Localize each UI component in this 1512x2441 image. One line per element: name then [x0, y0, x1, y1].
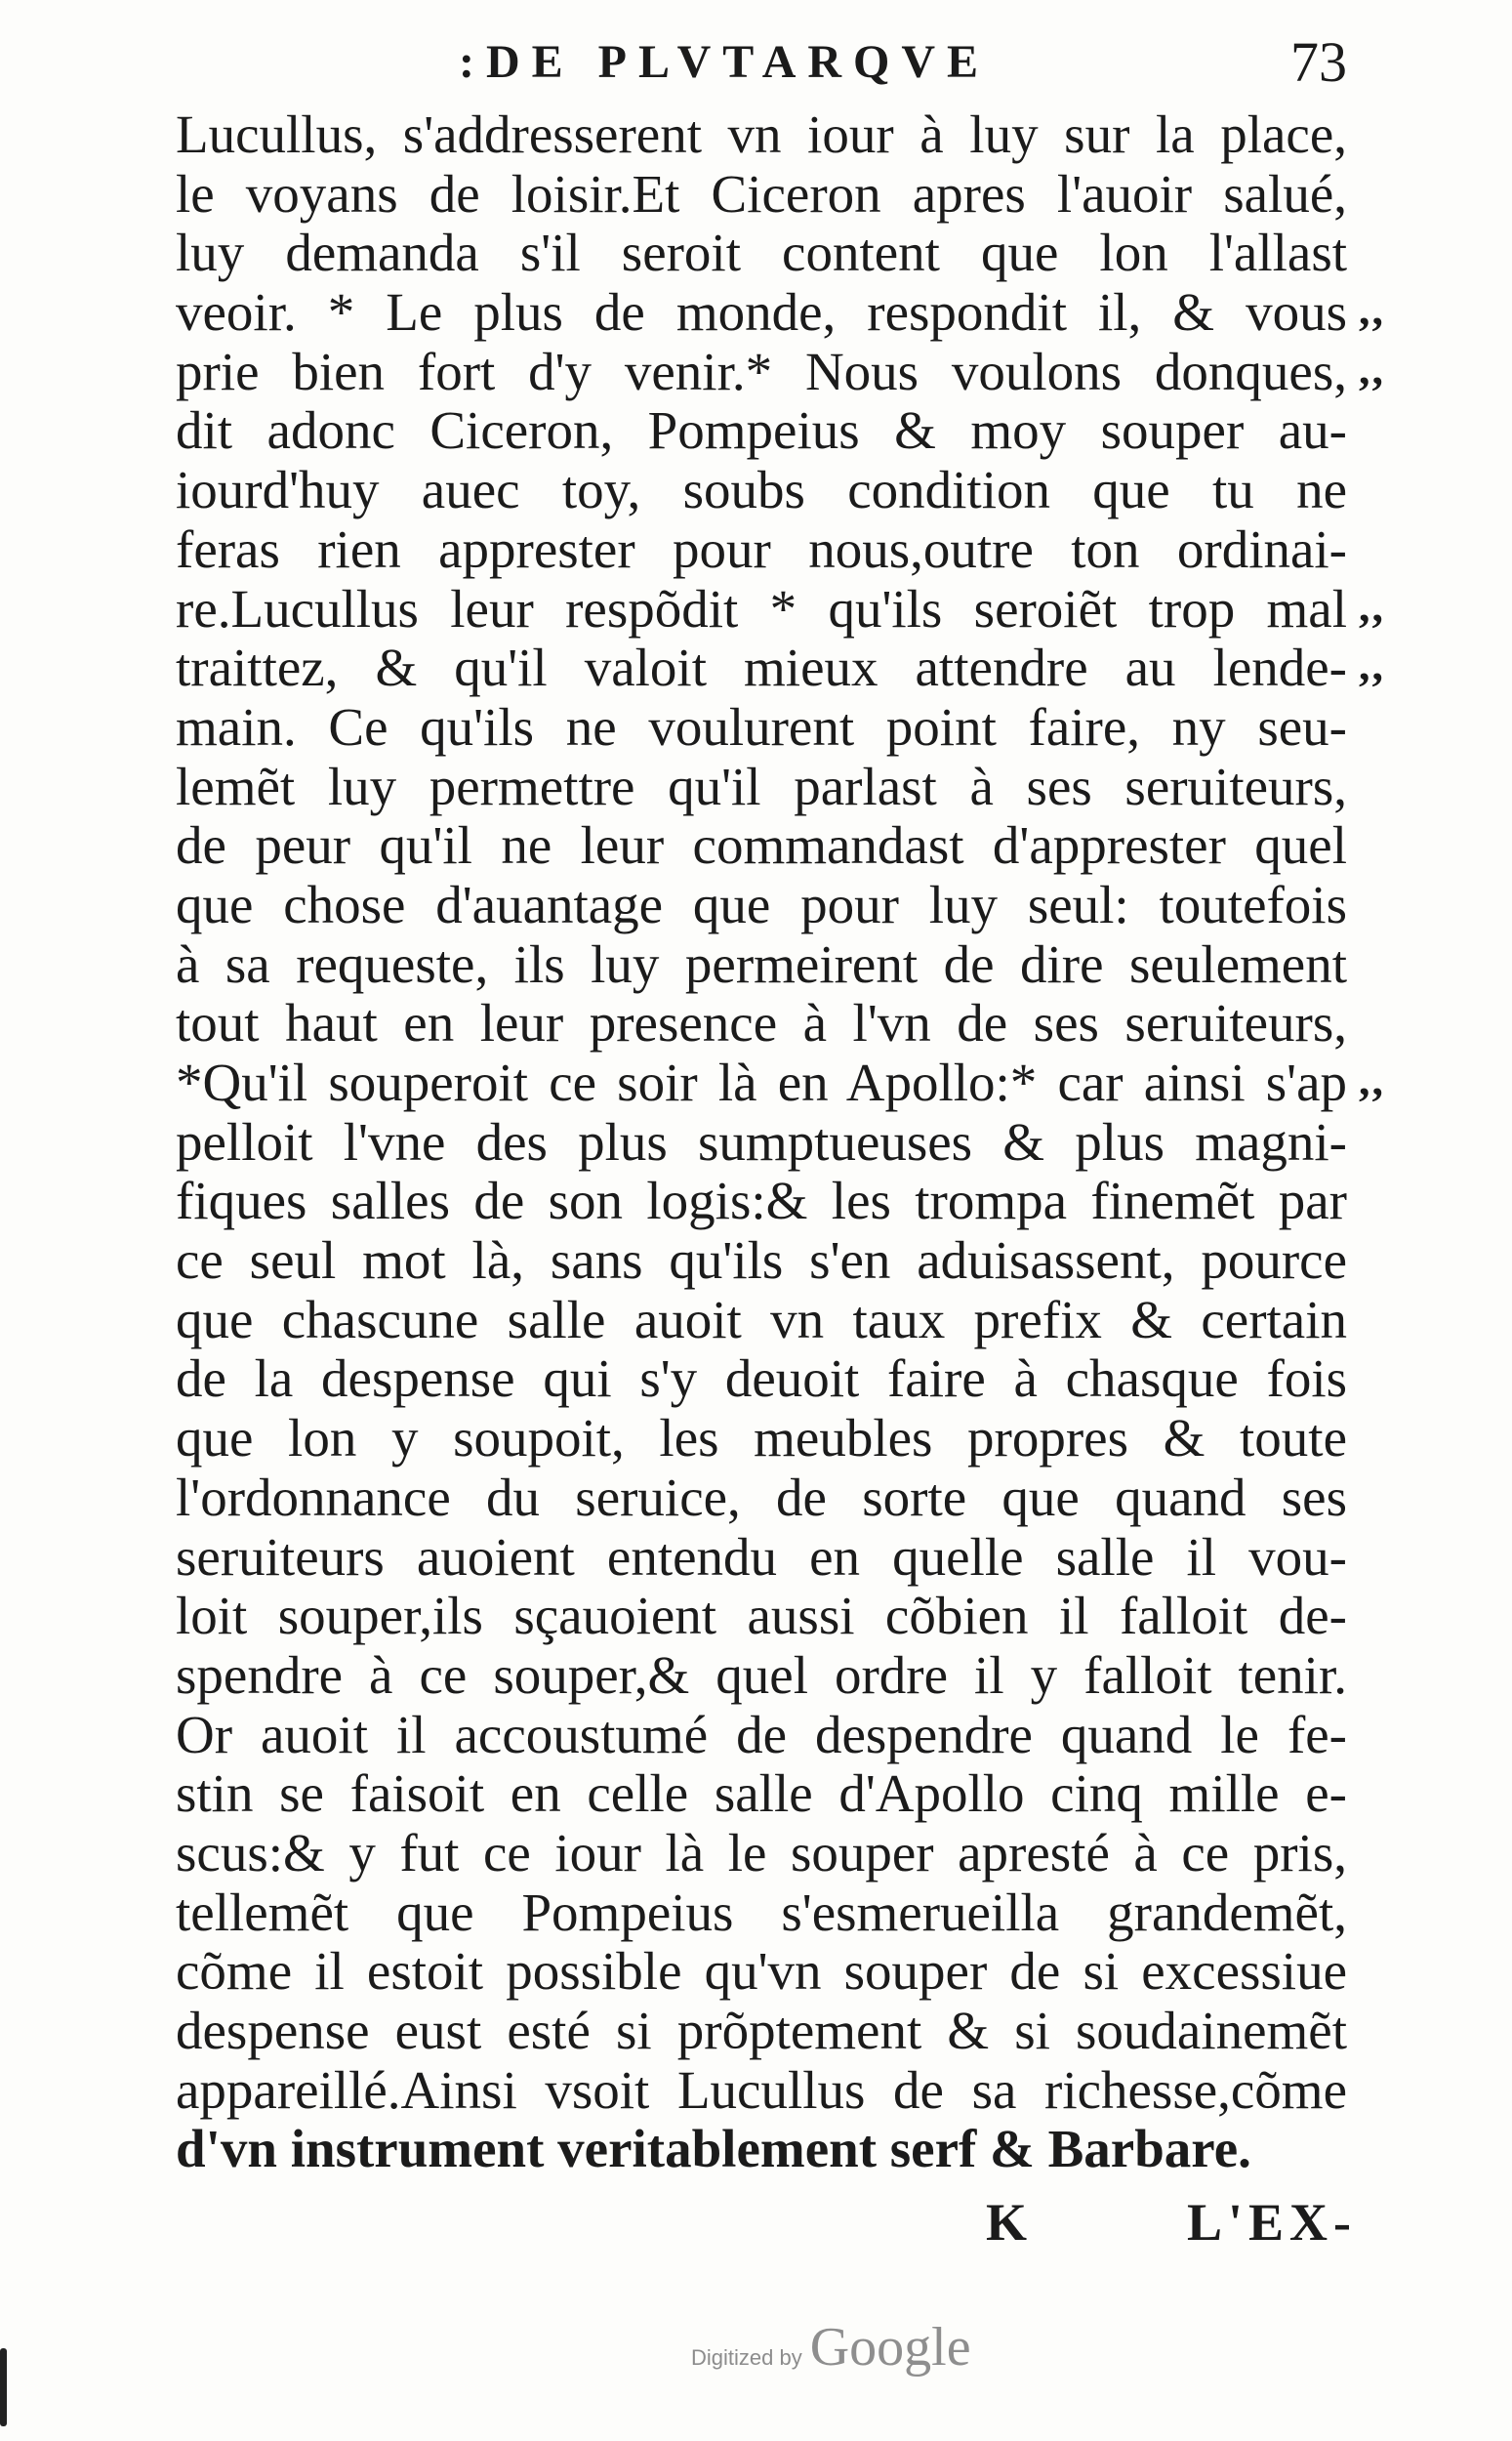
text-line: pelloit l'vne des plus sumptueuses & plus magni- [176, 1111, 1347, 1172]
text-line: de peur qu'il ne leur commandast d'apprester quel [176, 815, 1347, 876]
text-line: de la despense qui s'y deuoit faire à chasque fois [176, 1348, 1347, 1409]
watermark-prefix: Digitized by [691, 2345, 802, 2370]
text-line: dit adonc Ciceron, Pompeius & moy souper au- [176, 400, 1347, 461]
text-line: que chose d'auantage que pour luy seul: toutefois [176, 874, 1347, 934]
margin-quote-mark: ,, [1359, 1055, 1385, 1105]
margin-quote-mark: ,, [1359, 580, 1385, 631]
text-line: lemẽt luy permettre qu'il parlast à ses seruiteurs, [176, 756, 1347, 816]
text-line: l'ordonnance du seruice, de sorte que quand ses [176, 1467, 1347, 1527]
text-line: fiques salles de son logis:& les trompa finemẽt par [176, 1171, 1347, 1231]
text-line: luy demanda s'il seroit content que lon l'allast [176, 223, 1347, 283]
text-line: despense eust esté si prõptement & si soudainemẽt [176, 2001, 1347, 2060]
text-line: spendre à ce souper,& quel ordre il y falloit tenir. [176, 1644, 1347, 1705]
page-edge-mark [0, 2348, 7, 2426]
text-line: scus:& y fut ce iour là le souper apresté à ce pris, [176, 1822, 1347, 1882]
text-line: loit souper,ils sçauoient aussi cõbien il falloit de- [176, 1586, 1347, 1646]
text-line: d'vn instrument veritablement serf & Barbare. [176, 2119, 1251, 2179]
text-line: le voyans de loisir.Et Ciceron apres l'auoir salué, [176, 163, 1347, 224]
text-line: cõme il estoit possible qu'vn souper de si excessiue [176, 1941, 1347, 2002]
text-line: appareillé.Ainsi vsoit Lucullus de sa richesse,cõme [176, 2059, 1347, 2120]
digitization-watermark [691, 2316, 971, 2379]
text-line: que lon y soupoit, les meubles propres & toute [176, 1408, 1347, 1469]
text-line: main. Ce qu'ils ne voulurent point faire, ny seu- [176, 696, 1347, 757]
text-line: feras rien apprester pour nous,outre ton ordinai- [176, 518, 1347, 579]
page-footer [986, 2192, 1357, 2253]
running-head: :DE PLVTARQVE [459, 36, 991, 88]
text-line: que chascune salle auoit vn taux prefix & certain [176, 1289, 1347, 1349]
google-logo: Google [809, 2317, 971, 2378]
text-line: tout haut en leur presence à l'vn de ses seruiteurs, [176, 993, 1347, 1054]
margin-quote-mark: ,, [1359, 284, 1385, 335]
text-line: iourd'huy auec toy, soubs condition que tu ne [176, 460, 1347, 520]
body-text [176, 105, 1347, 2179]
text-line: prie bien fort d'y venir.* Nous voulons donques, [176, 341, 1347, 401]
signature-mark: K [986, 2193, 1034, 2252]
text-line: *Qu'il souperoit ce soir là en Apollo:* car ainsi s'ap [176, 1053, 1347, 1112]
text-line: ce seul mot là, sans qu'ils s'en aduisassent, pource [176, 1230, 1347, 1291]
text-line: re.Lucullus leur respõdit * qu'ils seroiẽt trop mal [176, 578, 1347, 639]
text-line: Or auoit il accoustumé de despendre quand le fe- [176, 1704, 1347, 1764]
margin-quote-mark: ,, [1359, 343, 1385, 393]
margin-quote-mark: ,, [1359, 640, 1385, 690]
page-number: 73 [1290, 30, 1347, 94]
text-line: stin se faisoit en celle salle d'Apollo cinq mille e- [176, 1763, 1347, 1824]
text-line: à sa requeste, ils luy permeirent de dire seulement [176, 933, 1347, 994]
text-line: veoir. * Le plus de monde, respondit il, & vous [176, 282, 1347, 343]
text-line: seruiteurs auoient entendu en quelle salle il vou- [176, 1526, 1347, 1587]
catchword: L'EX- [1186, 2193, 1357, 2252]
text-line: traittez, & qu'il valoit mieux attendre au lende- [176, 638, 1347, 698]
text-line: Lucullus, s'addresserent vn iour à luy sur la place, [176, 104, 1347, 164]
text-line: tellemẽt que Pompeius s'esmerueilla grandemẽt, [176, 1882, 1347, 1942]
